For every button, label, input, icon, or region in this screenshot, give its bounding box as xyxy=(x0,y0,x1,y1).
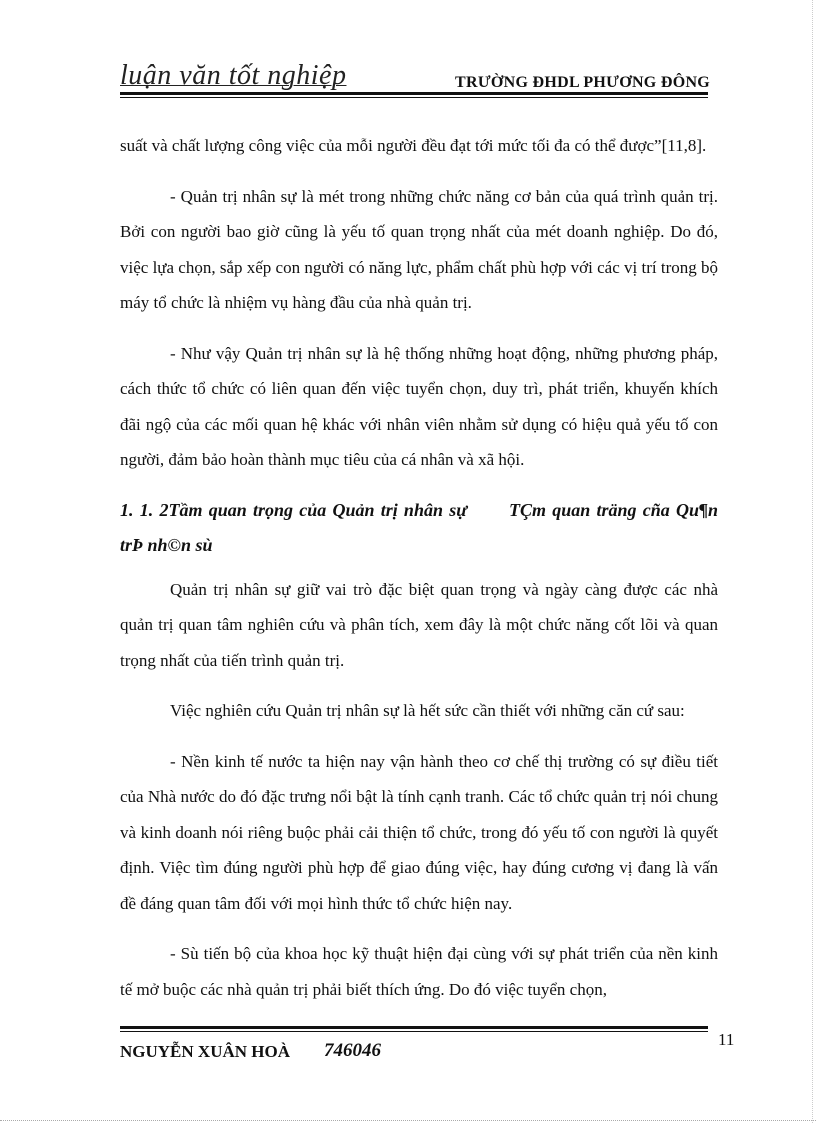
header-rule-thin xyxy=(120,97,708,98)
page-header-title: luận văn tốt nghiệp xyxy=(120,60,347,91)
paragraph: - Quản trị nhân sự là mét trong những chức năng cơ bản của quá trình quản trị. Bởi con người bao giờ cũng là yếu tố quan trọng nhất của mét doanh nghiệp. Do đó, việc lựa chọn, sắp xếp con người có năng lực, phẩm chất phù hợp với các vị trí trong bộ máy tổ chức là nhiệm vụ hàng đầu của nhà quản trị. xyxy=(120,186,718,312)
paragraph: - Như vậy Quản trị nhân sự là hệ thống những hoạt động, những phương pháp, cách thức tổ chức có liên quan đến việc tuyển chọn, duy trì, phát triển, khuyến khích đãi ngộ của các mối quan hệ khác với nhân viên nhằm sử dụng có hiệu quả yếu tố con người, đảm bảo hoàn thành mục tiêu của cá nhân và xã hội. xyxy=(120,343,718,469)
page-number: 11 xyxy=(718,1030,735,1049)
paragraph: suất và chất lượng công việc của mỗi người đều đạt tới mức tối đa có thể được”[11,8]. xyxy=(120,136,707,155)
footer-rule-thick xyxy=(120,1026,708,1029)
page-border-right xyxy=(812,0,813,1123)
footer-author: NGUYỄN XUÂN HOÀ xyxy=(120,1042,290,1061)
paragraph: - Nền kinh tế nước ta hiện nay vận hành theo cơ chế thị trường có sự điều tiết của Nhà nước do đó đặc trưng nổi bật là tính cạnh tranh. Các tổ chức quản trị nói chung và kinh doanh nói riêng buộc phải cải thiện tổ chức, trong đó yếu tố con người là quyết định. Việc tìm đúng người phù hợp để giao đúng việc, hay đúng cương vị đang là vấn đề đáng quan tâm đối với mọi hình thức tổ chức hiện nay. xyxy=(120,751,718,913)
footer-code: 746046 xyxy=(324,1040,381,1061)
paragraph: Việc nghiên cứu Quản trị nhân sự là hết sức cần thiết với những căn cứ sau: xyxy=(170,701,685,720)
document-body xyxy=(120,128,718,1022)
page-border-bottom xyxy=(0,1120,816,1121)
paragraph: - Sù tiến bộ của khoa học kỹ thuật hiện đại cùng với sự phát triển của nền kinh tế mở buộc các nhà quản trị phải biết thích ứng. Do đó việc tuyển chọn, xyxy=(120,944,718,999)
section-heading xyxy=(120,493,718,564)
paragraph: Quản trị nhân sự giữ vai trò đặc biệt quan trọng và ngày càng được các nhà quản trị quan tâm nghiên cứu và phân tích, xem đây là một chức năng cốt lõi và quan trọng nhất của tiến trình quản trị. xyxy=(120,579,718,670)
footer-rule-thin xyxy=(120,1031,708,1032)
section-heading-garbled: TÇm quan träng cña Qu¶n trÞ nh©n sù xyxy=(120,499,718,555)
section-heading-text: 1. 1. 2Tầm quan trọng của Quản trị nhân sự xyxy=(120,499,467,520)
header-rule-thick xyxy=(120,92,708,95)
page-header-school: TRƯỜNG ĐHDL PHƯƠNG ĐÔNG xyxy=(455,74,711,91)
